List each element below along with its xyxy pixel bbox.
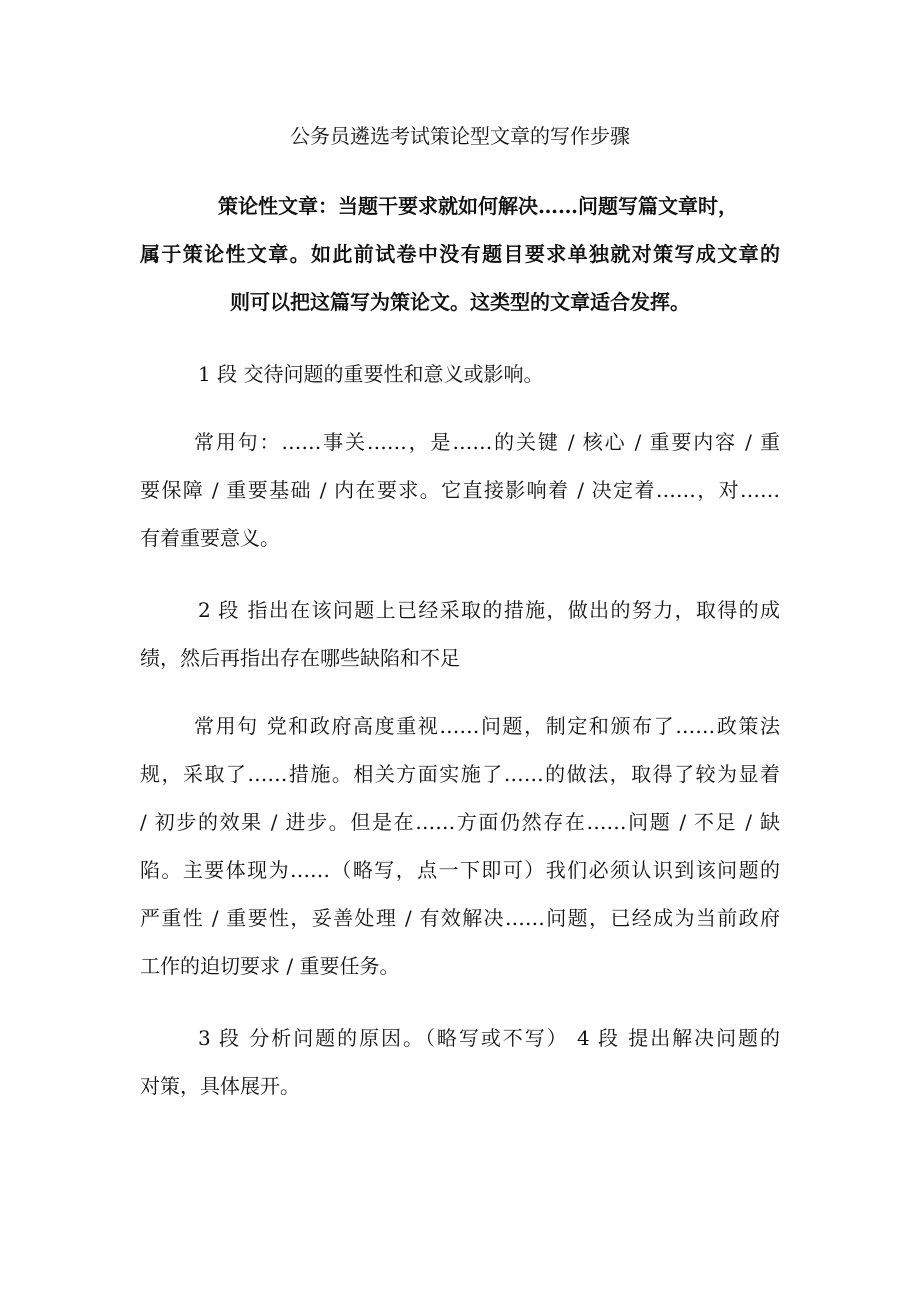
section34-line-2: 对策，具体展开。 (140, 1074, 300, 1098)
section2-common-line-6: 工作的迫切要求 / 重要任务。 (140, 954, 400, 978)
section1-heading: 1 段 交待问题的重要性和意义或影响。 (198, 362, 544, 386)
section2-common-line-3: / 初步的效果 / 进步。但是在……方面仍然存在……问题 / 不足 / 缺 (140, 810, 780, 834)
intro-line-1: 策论性文章：当题干要求就如何解决……问题写篇文章时， (218, 194, 738, 218)
section1-common-line-3: 有着重要意义。 (140, 526, 280, 550)
section1-common-line-2: 要保障 / 重要基础 / 内在要求。它直接影响着 / 决定着……，对…… (140, 478, 780, 502)
intro-line-2: 属于策论性文章。如此前试卷中没有题目要求单独就对策写成文章的 (140, 242, 780, 266)
section2-common-line-1: 常用句 党和政府高度重视……问题，制定和颁布了……政策法 (194, 714, 780, 738)
section2-common-line-2: 规，采取了……措施。相关方面实施了……的做法，取得了较为显着 (140, 762, 780, 786)
section2-line-1: 2 段 指出在该问题上已经采取的措施，做出的努力，取得的成 (198, 598, 780, 622)
section2-line-2: 绩，然后再指出存在哪些缺陷和不足 (140, 646, 460, 670)
document-title: 公务员遴选考试策论型文章的写作步骤 (290, 124, 630, 148)
section2-common-line-4: 陷。主要体现为……（略写，点一下即可）我们必须认识到该问题的 (140, 858, 780, 882)
section2-common-line-5: 严重性 / 重要性，妥善处理 / 有效解决……问题，已经成为当前政府 (140, 906, 780, 930)
section34-line-1: 3 段 分析问题的原因。（略写或不写） 4 段 提出解决问题的 (198, 1026, 780, 1050)
intro-line-3: 则可以把这篇写为策论文。这类型的文章适合发挥。 (230, 290, 690, 314)
section1-common-line-1: 常用句：……事关……，是……的关键 / 核心 / 重要内容 / 重 (194, 430, 780, 454)
